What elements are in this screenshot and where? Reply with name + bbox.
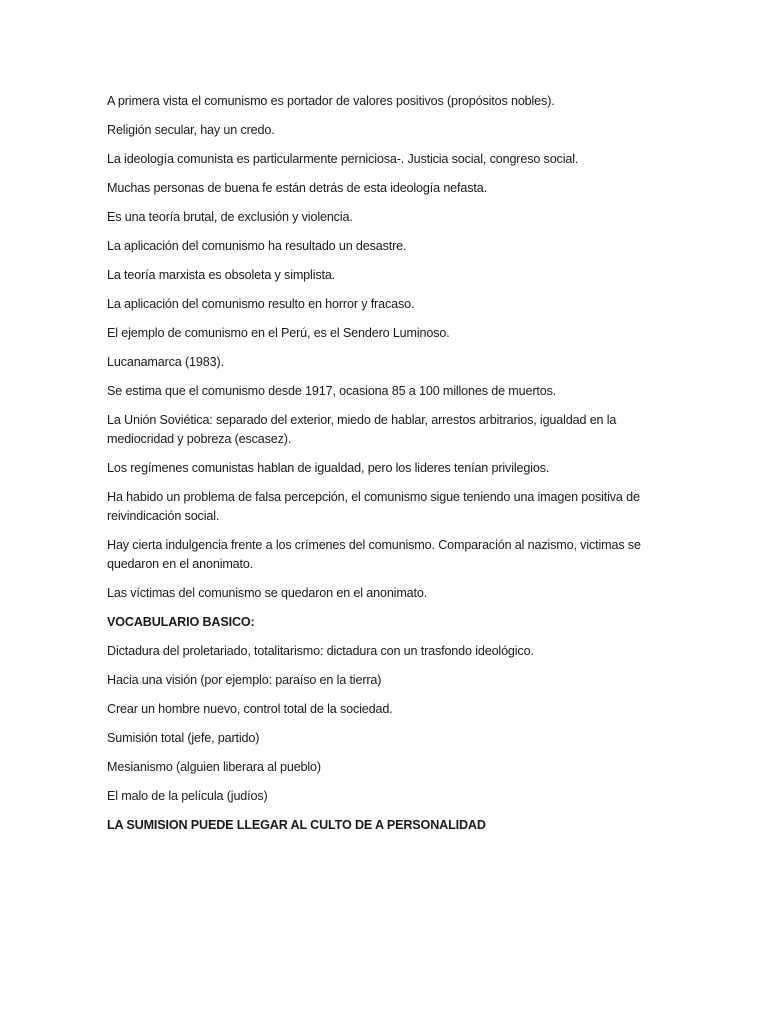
vocab-item-2: Hacia una visión (por ejemplo: paraíso en la tierra) <box>107 673 382 687</box>
vocab-item-1: Dictadura del proletariado, totalitarismo: dictadura con un trasfondo ideológico. <box>107 644 534 658</box>
vocab-item-4: Sumisión total (jefe, partido) <box>107 731 260 745</box>
paragraph-8: La aplicación del comunismo resulto en horror y fracaso. <box>107 297 415 311</box>
vocab-item-3: Crear un hombre nuevo, control total de la sociedad. <box>107 702 393 716</box>
paragraph-5: Es una teoría brutal, de exclusión y violencia. <box>107 210 353 224</box>
paragraph-10: Lucanamarca (1983). <box>107 355 224 369</box>
paragraph-16: Las víctimas del comunismo se quedaron en el anonimato. <box>107 586 428 600</box>
closing-heading: LA SUMISION PUEDE LLEGAR AL CULTO DE A PERSONALIDAD <box>107 818 486 832</box>
paragraph-4: Muchas personas de buena fe están detrás de esta ideología nefasta. <box>107 181 487 195</box>
paragraph-3: La ideología comunista es particularmente perniciosa-. Justicia social, congreso social. <box>107 152 579 166</box>
section-heading-vocabulario: VOCABULARIO BASICO: <box>107 615 255 629</box>
vocab-item-5: Mesianismo (alguien liberara al pueblo) <box>107 760 321 774</box>
paragraph-7: La teoría marxista es obsoleta y simplista. <box>107 268 336 282</box>
paragraph-13: Los regímenes comunistas hablan de igualdad, pero los lideres tenían privilegios. <box>107 461 550 475</box>
vocab-item-6: El malo de la película (judíos) <box>107 789 268 803</box>
paragraph-2: Religión secular, hay un credo. <box>107 123 275 137</box>
paragraph-14: Ha habido un problema de falsa percepción, el comunismo sigue teniendo una imagen positiva de reivindicación social. <box>107 490 640 523</box>
paragraph-11: Se estima que el comunismo desde 1917, ocasiona 85 a 100 millones de muertos. <box>107 384 557 398</box>
paragraph-15: Hay cierta indulgencia frente a los crímenes del comunismo. Comparación al nazismo, victimas se quedaron en el anonimato. <box>107 538 641 571</box>
paragraph-1: A primera vista el comunismo es portador de valores positivos (propósitos nobles). <box>107 94 555 108</box>
paragraph-6: La aplicación del comunismo ha resultado un desastre. <box>107 239 407 253</box>
paragraph-9: El ejemplo de comunismo en el Perú, es el Sendero Luminoso. <box>107 326 450 340</box>
paragraph-12: La Unión Soviética: separado del exterior, miedo de hablar, arrestos arbitrarios, igualdad en la mediocridad y pobreza (escasez). <box>107 413 617 446</box>
document-body <box>107 92 667 845</box>
